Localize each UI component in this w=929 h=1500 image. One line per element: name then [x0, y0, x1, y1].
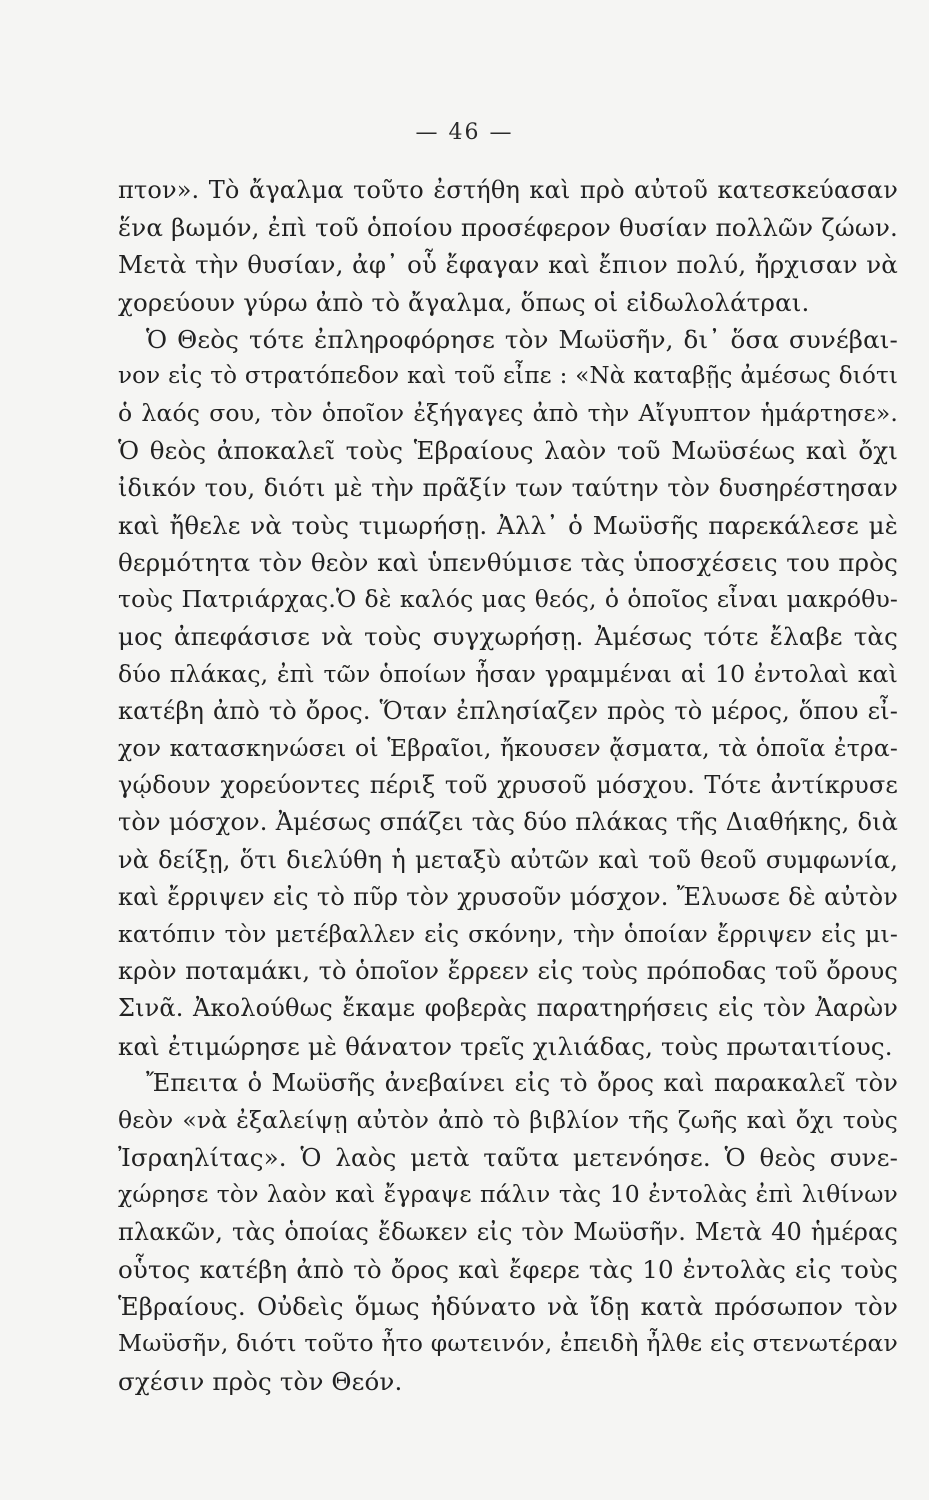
text-line: νὰ δείξῃ, ὅτι διελύθη ἡ μεταξὺ αὐτῶν καὶ τοῦ θεοῦ συμφωνία,	[118, 845, 898, 874]
text-line: τὸν μόσχον. Ἀμέσως σπάζει τὰς δύο πλάκας τῆς Διαθήκης, διὰ	[118, 808, 898, 837]
text-line: ὁ λαός σου, τὸν ὁποῖον ἐξήγαγες ἀπὸ τὴν Αἴγυπτον ἡμάρτησε».	[118, 399, 898, 428]
text-line: Ἰσραηλίτας». Ὁ λαὸς μετὰ ταῦτα μετενόησε. Ὁ θεὸς συνε-	[118, 1143, 898, 1173]
text-line: ἕνα βωμόν, ἐπὶ τοῦ ὁποίου προσέφερον θυσίαν πολλῶν ζώων.	[118, 213, 898, 243]
text-line: θερμότητα τὸν θεὸν καὶ ὑπενθύμισε τὰς ὑποσχέσεις του πρὸς	[118, 548, 898, 578]
text-line: μος ἀπεφάσισε νὰ τοὺς συγχωρήσῃ. Ἀμέσως τότε ἔλαβε τὰς	[118, 622, 898, 652]
text-line: χον κατασκηνώσει οἱ Ἑβραῖοι, ἤκουσεν ᾄσματα, τὰ ὁποῖα ἐτρα-	[118, 734, 898, 763]
text-line: ἰδικόν του, διότι μὲ τὴν πρᾶξίν των ταύτην τὸν δυσηρέστησαν	[118, 473, 898, 502]
text-line: χορεύουν γύρω ἀπὸ τὸ ἄγαλμα, ὅπως οἱ εἰδωλολάτραι.	[118, 287, 810, 317]
text-line: χώρησε τὸν λαὸν καὶ ἔγραψε πάλιν τὰς 10 ἐντολὰς ἐπὶ λιθίνων	[118, 1180, 898, 1209]
body-text	[118, 172, 898, 1400]
text-line: καὶ ἔρριψεν εἰς τὸ πῦρ τὸν χρυσοῦν μόσχον. Ἔλυωσε δὲ αὐτὸν	[118, 882, 898, 911]
text-line: καὶ ἐτιμώρησε μὲ θάνατον τρεῖς χιλιάδας, τοὺς πρωταιτίους.	[118, 1031, 893, 1061]
text-line: Ὁ Θεὸς τότε ἐπληροφόρησε τὸν Μωϋσῆν, δι᾽ ὅσα συνέβαι-	[146, 324, 898, 354]
text-line: θεὸν «νὰ ἐξαλείψῃ αὐτὸν ἀπὸ τὸ βιβλίον τῆς ζωῆς καὶ ὄχι τοὺς	[118, 1106, 898, 1135]
text-line: πλακῶν, τὰς ὁποίας ἔδωκεν εἰς τὸν Μωϋσῆν. Μετὰ 40 ἡμέρας	[118, 1217, 898, 1246]
text-line: δύο πλάκας, ἐπὶ τῶν ὁποίων ἦσαν γραμμέναι αἱ 10 ἐντολαὶ καὶ	[118, 659, 898, 688]
text-line: γῴδουν χορεύοντες πέριξ τοῦ χρυσοῦ μόσχου. Τότε ἀντίκρυσε	[118, 771, 898, 800]
text-line: νον εἰς τὸ στρατόπεδον καὶ τοῦ εἶπε : «Νὰ καταβῇς ἀμέσως διότι	[118, 363, 898, 390]
text-line: Ἑβραίους. Οὐδεὶς ὅμως ἠδύνατο νὰ ἴδῃ κατὰ πρόσωπον τὸν	[118, 1292, 898, 1322]
text-line: σχέσιν πρὸς τὸν Θεόν.	[118, 1366, 403, 1396]
text-line: καὶ ἤθελε νὰ τοὺς τιμωρήσῃ. Ἀλλ᾽ ὁ Μωϋσῆς παρεκάλεσε μὲ	[118, 510, 898, 540]
text-line: κατέβη ἀπὸ τὸ ὄρος. Ὅταν ἐπλησίαζεν πρὸς τὸ μέρος, ὅπου εἶ-	[118, 696, 898, 725]
text-line: κρὸν ποταμάκι, τὸ ὁποῖον ἔρρεεν εἰς τοὺς πρόποδας τοῦ ὄρους	[118, 957, 898, 986]
page-number: — 46 —	[415, 120, 514, 145]
text-line: τοὺς Πατριάρχας.Ὁ δὲ καλός μας θεός, ὁ ὁποῖος εἶναι μακρόθυ-	[118, 585, 898, 614]
text-line: οὗτος κατέβη ἀπὸ τὸ ὄρος καὶ ἔφερε τὰς 10 ἐντολὰς εἰς τοὺς	[118, 1254, 898, 1284]
text-line: πτον». Τὸ ἄγαλμα τοῦτο ἐστήθη καὶ πρὸ αὐτοῦ κατεσκεύασαν	[118, 176, 898, 204]
text-line: Μετὰ τὴν θυσίαν, ἀφ᾽ οὗ ἔφαγαν καὶ ἔπιον πολύ, ἤρχισαν νὰ	[118, 250, 898, 280]
text-line: Σινᾶ. Ἀκολούθως ἔκαμε φοβερὰς παρατηρήσεις εἰς τὸν Ἀαρὼν	[118, 994, 898, 1023]
text-line: κατόπιν τὸν μετέβαλλεν εἰς σκόνην, τὴν ὁποίαν ἔρριψεν εἰς μι-	[118, 920, 898, 949]
text-line: Ὁ θεὸς ἀποκαλεῖ τοὺς Ἑβραίους λαὸν τοῦ Μωϋσέως καὶ ὄχι	[118, 436, 898, 466]
text-line: Ἔπειτα ὁ Μωϋσῆς ἀνεβαίνει εἰς τὸ ὄρος καὶ παρακαλεῖ τὸν	[146, 1068, 898, 1097]
text-line: Μωϋσῆν, διότι τοῦτο ἦτο φωτεινόν, ἐπειδὴ ἦλθε εἰς στενωτέραν	[118, 1329, 898, 1358]
